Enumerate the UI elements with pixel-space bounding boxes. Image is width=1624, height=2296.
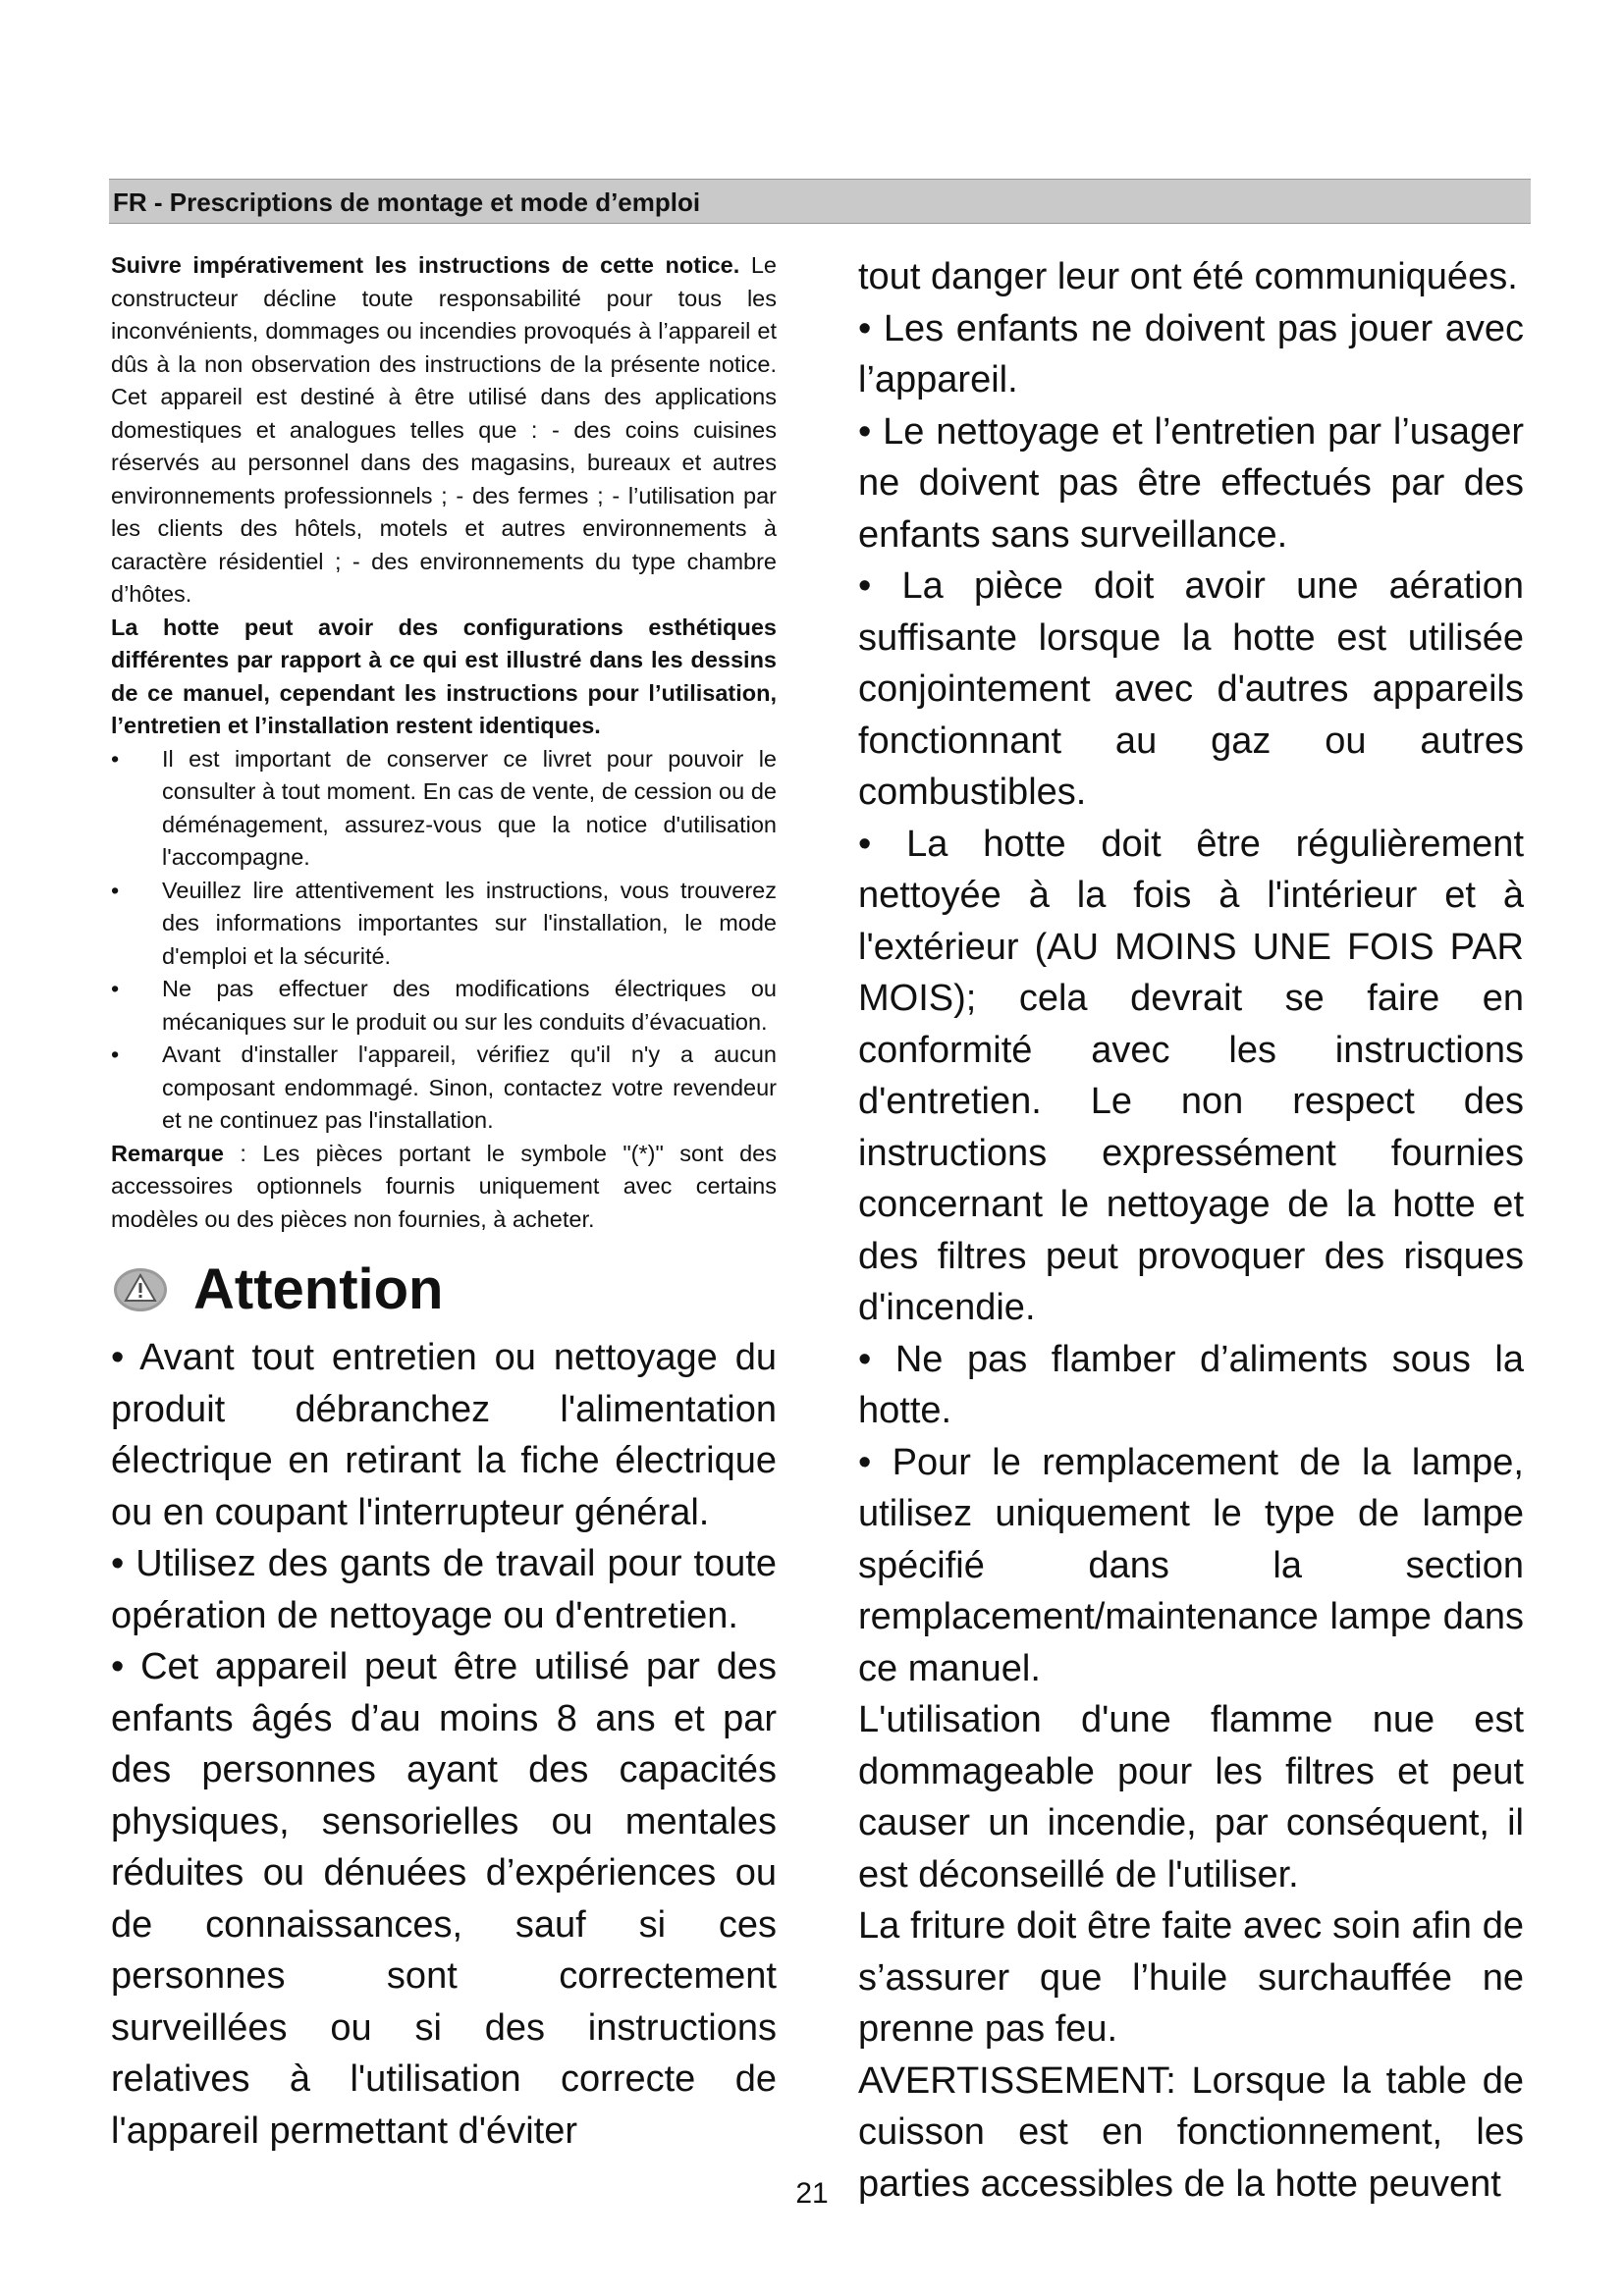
list-item: • Avant d'installer l'appareil, vérifiez qu'il n'y a aucun composant endommagé. Sinon, contactez votre revendeur et ne continuez pas l'installation. [111, 1039, 777, 1138]
remark-paragraph [111, 1138, 777, 1237]
bullet-icon: • [111, 976, 120, 1001]
warning-icon [113, 1267, 168, 1312]
bullet-icon: • [111, 877, 120, 903]
right-column [858, 251, 1524, 2210]
paragraph: • Ne pas flamber d’aliments sous la hotte. [858, 1338, 1524, 1431]
attention-heading [111, 1257, 777, 1322]
remark-label: Remarque [111, 1140, 224, 1166]
paragraph: L'utilisation d'une flamme nue est dommageable pour les filtres et peut causer un incendie, par conséquent, il est déconseillé de l'utiliser. [858, 1699, 1524, 1896]
intro-lead: Suivre impérativement les instructions de cette notice. [111, 252, 740, 278]
design-note: La hotte peut avoir des configurations esthétiques différentes par rapport à ce qui est illustré dans les dessins de ce manuel, cependant les instructions pour l’utilisation, l’entretien et l’installation restent identiques. [111, 614, 777, 738]
list-item: • Il est important de conserver ce livret pour pouvoir le consulter à tout moment. En cas de vente, de cession ou de déménagement, assurez-vous que la notice d'utilisation l'accompagne. [111, 743, 777, 875]
attention-title: Attention [193, 1257, 444, 1321]
intro-block [111, 249, 777, 1236]
paragraph: • Utilisez des gants de travail pour toute opération de nettoyage ou d'entretien. [111, 1543, 777, 1636]
attention-left-text [111, 1332, 777, 2157]
intro-text: Le constructeur décline toute responsabilité pour tous les inconvénients, dommages ou incendies provoqués à l’appareil et dûs à la non observation des instructions de la présente notice. Cet appareil est destiné à être utilisé dans des applications domestiques et analogues telles que : - des coins cuisines réservés au personnel dans des magasins, bureaux et autres environnements professionnels ; - des fermes ; - l’utilisation par les clients des hôtels, motels et autres environnements à caractère résidentiel ; - des environnements du type chambre d’hôtes. [111, 252, 777, 607]
paragraph: La friture doit être faite avec soin afin de s’assurer que l’huile surchauffée ne prenne pas feu. [858, 1905, 1524, 2050]
bullet-icon: • [111, 745, 120, 772]
paragraph: • Les enfants ne doivent pas jouer avec l’appareil. [858, 307, 1524, 400]
section-header: FR - Prescriptions de montage et mode d’emploi [109, 179, 1531, 224]
paragraph: • Avant tout entretien ou nettoyage du produit débranchez l'alimentation électrique en retirant la fiche électrique ou en coupant l'interrupteur général. [111, 1337, 777, 1533]
paragraph: • Cet appareil peut être utilisé par des enfants âgés d’au moins 8 ans et par des personnes ayant des capacités physiques, sensorielles ou mentales réduites ou dénuées d’expériences ou de connaissances, sauf si ces personnes sont correctement surveillées ou si des instructions relatives à l'utilisation correcte de l'appareil permettant d'éviter [111, 1646, 777, 2152]
paragraph: • Pour le remplacement de la lampe, utilisez uniquement le type de lampe spécifié dans la section remplacement/maintenance lampe dans ce manuel. [858, 1441, 1524, 1689]
page-number: 21 [795, 2177, 829, 2210]
paragraph: tout danger leur ont été communiquées. [858, 256, 1518, 297]
list-item: • Veuillez lire attentivement les instructions, vous trouverez des informations importantes sur l'installation, le mode d'emploi et la sécurité. [111, 875, 777, 974]
paragraph: • La hotte doit être régulièrement nettoyée à la fois à l'intérieur et à l'extérieur (AU MOINS UNE FOIS PAR MOIS); cela devrait se faire en conformité avec les instructions d'entretien. Le non respect des instructions expressément fournies concernant le nettoyage de la hotte et des filtres peut provoquer des risques d'incendie. [858, 823, 1524, 1328]
bullet-list [111, 743, 777, 1138]
list-item: • Ne pas effectuer des modifications électriques ou mécaniques sur le produit ou sur les conduits d’évacuation. [111, 973, 777, 1039]
intro-paragraph [111, 249, 777, 612]
left-column [111, 249, 777, 2157]
remark-text: : Les pièces portant le symbole "(*)" sont des accessoires optionnels fournis uniquement avec certains modèles ou des pièces non fournies, à acheter. [111, 1140, 777, 1232]
bullet-icon: • [111, 1041, 120, 1067]
paragraph: AVERTISSEMENT: Lorsque la table de cuisson est en fonctionnement, les parties accessibles de la hotte peuvent [858, 2059, 1524, 2205]
paragraph: • La pièce doit avoir une aération suffisante lorsque la hotte est utilisée conjointement avec d'autres appareils fonctionnant au gaz ou autres combustibles. [858, 565, 1524, 813]
paragraph: • Le nettoyage et l’entretien par l’usager ne doivent pas être effectués par des enfants sans surveillance. [858, 410, 1524, 556]
